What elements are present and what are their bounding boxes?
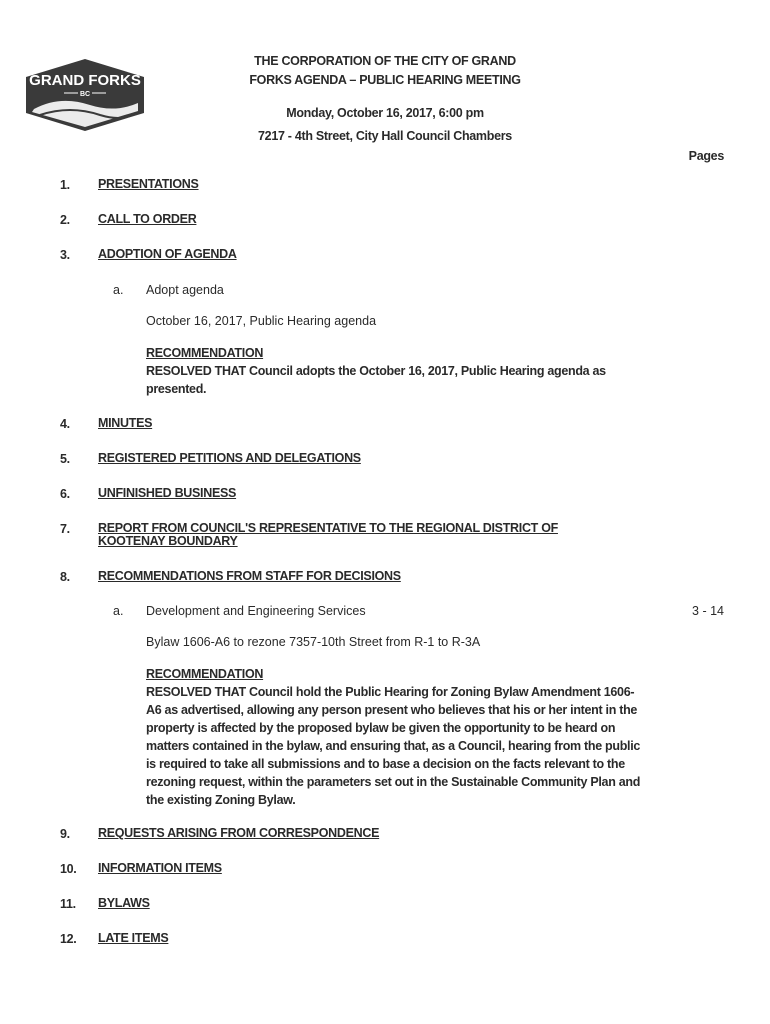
sub-item-letter: a. xyxy=(113,283,124,297)
item-number: 9. xyxy=(60,827,70,841)
recommendation-heading: RECOMMENDATION xyxy=(146,667,264,681)
sub-item-letter: a. xyxy=(113,604,124,618)
item-title xyxy=(98,522,598,548)
item-title-line: REPORT FROM COUNCIL'S REPRESENTATIVE TO THE REGIONAL DISTRICT OF xyxy=(98,521,558,535)
grand-forks-logo xyxy=(20,55,150,135)
svg-text:BC: BC xyxy=(79,91,91,98)
item-title: LATE ITEMS xyxy=(98,931,169,945)
sub-item-label: Development and Engineering Services xyxy=(146,604,366,618)
item-number: 5. xyxy=(60,452,70,466)
meeting-date: Monday, October 16, 2017, 6:00 pm xyxy=(286,106,484,120)
recommendation-line: matters contained in the bylaw, and ensuring that, as a Council, hearing from the public xyxy=(146,739,641,753)
item-title: RECOMMENDATIONS FROM STAFF FOR DECISIONS xyxy=(98,569,401,583)
title-line-2: FORKS AGENDA – PUBLIC HEARING MEETING xyxy=(249,73,521,87)
recommendation-text xyxy=(146,683,641,809)
meeting-location: 7217 - 4th Street, City Hall Council Chambers xyxy=(258,129,512,143)
recommendation-heading: RECOMMENDATION xyxy=(146,346,264,360)
item-title: MINUTES xyxy=(98,416,153,430)
item-title: UNFINISHED BUSINESS xyxy=(98,486,237,500)
recommendation-line: RESOLVED THAT Council hold the Public Hearing for Zoning Bylaw Amendment 1606- xyxy=(146,685,635,699)
item-number: 10. xyxy=(60,862,77,876)
recommendation-line: A6 as advertised, allowing any person present who believes that his or her intent in the xyxy=(146,703,638,717)
item-number: 1. xyxy=(60,178,70,192)
item-title: REQUESTS ARISING FROM CORRESPONDENCE xyxy=(98,826,380,840)
item-number: 2. xyxy=(60,213,70,227)
item-number: 7. xyxy=(60,522,70,536)
item-number: 3. xyxy=(60,248,70,262)
item-number: 8. xyxy=(60,570,70,584)
sub-item-description: Bylaw 1606-A6 to rezone 7357-10th Street from R-1 to R-3A xyxy=(146,635,481,649)
item-title: CALL TO ORDER xyxy=(98,212,197,226)
sub-item-description: October 16, 2017, Public Hearing agenda xyxy=(146,314,377,328)
recommendation-line: RESOLVED THAT Council adopts the October 16, 2017, Public Hearing agenda as xyxy=(146,364,606,378)
recommendation-text xyxy=(146,362,641,398)
recommendation-line: the existing Zoning Bylaw. xyxy=(146,793,296,807)
recommendation-line: is required to take all submissions and to base a decision on the facts relevant to the xyxy=(146,757,625,771)
recommendation-line: rezoning request, within the parameters set out in the Sustainable Community Plan and xyxy=(146,775,641,789)
document-title xyxy=(230,52,540,90)
item-number: 11. xyxy=(60,897,76,911)
item-number: 12. xyxy=(60,932,77,946)
item-number: 4. xyxy=(60,417,70,431)
item-title: PRESENTATIONS xyxy=(98,177,199,191)
item-title: BYLAWS xyxy=(98,896,150,910)
recommendation-line: presented. xyxy=(146,382,207,396)
item-title: ADOPTION OF AGENDA xyxy=(98,247,237,261)
sub-item-pages: 3 - 14 xyxy=(692,604,724,618)
item-title: REGISTERED PETITIONS AND DELEGATIONS xyxy=(98,451,361,465)
recommendation-line: property is affected by the proposed bylaw be given the opportunity to be heard on xyxy=(146,721,616,735)
item-title-line: KOOTENAY BOUNDARY xyxy=(98,534,238,548)
sub-item-label: Adopt agenda xyxy=(146,283,224,297)
svg-text:GRAND FORKS: GRAND FORKS xyxy=(29,72,141,89)
title-line-1: THE CORPORATION OF THE CITY OF GRAND xyxy=(254,54,516,68)
pages-column-label: Pages xyxy=(688,149,724,163)
item-number: 6. xyxy=(60,487,70,501)
item-title: INFORMATION ITEMS xyxy=(98,861,222,875)
